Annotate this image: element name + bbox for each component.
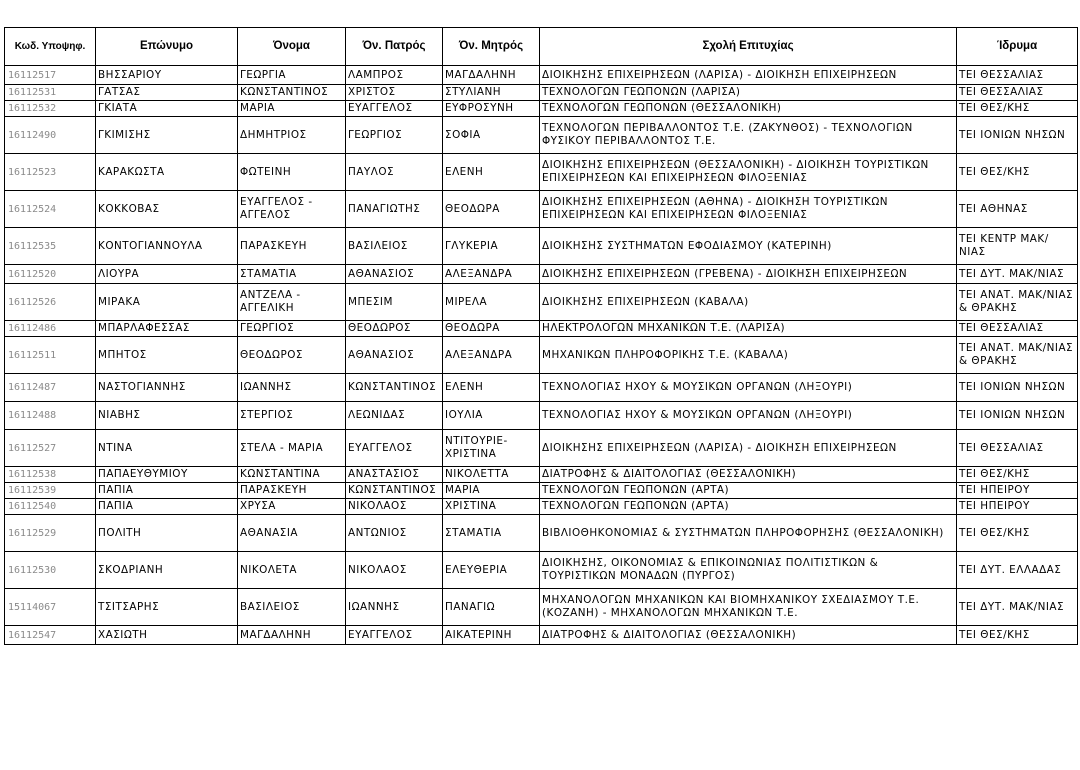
cell-school: ΤΕΧΝΟΛΟΓΩΝ ΓΕΩΠΟΝΩΝ (ΑΡΤΑ) xyxy=(540,499,957,515)
cell-school: ΤΕΧΝΟΛΟΓΩΝ ΓΕΩΠΟΝΩΝ (ΑΡΤΑ) xyxy=(540,483,957,499)
cell-institution: ΤΕΙ ΔΥΤ. ΜΑΚ/ΝΙΑΣ xyxy=(957,265,1078,284)
cell-code: 16112532 xyxy=(5,101,96,117)
cell-institution: ΤΕΙ ΑΘΗΝΑΣ xyxy=(957,191,1078,228)
cell-father: ΙΩΑΝΝΗΣ xyxy=(346,589,443,626)
cell-father: ΑΘΑΝΑΣΙΟΣ xyxy=(346,337,443,374)
table-row xyxy=(5,154,1078,191)
col-header-code: Κωδ. Υποψηφ. xyxy=(5,28,96,66)
cell-code: 16112520 xyxy=(5,265,96,284)
cell-father: ΕΥΑΓΓΕΛΟΣ xyxy=(346,101,443,117)
cell-institution: ΤΕΙ ΘΕΣ/ΚΗΣ xyxy=(957,154,1078,191)
cell-mother: ΑΛΕΞΑΝΔΡΑ xyxy=(443,337,540,374)
cell-name: ΧΡΥΣΑ xyxy=(238,499,346,515)
cell-surname: ΜΠΗΤΟΣ xyxy=(96,337,238,374)
cell-institution: ΤΕΙ ΑΝΑΤ. ΜΑΚ/ΝΙΑΣ & ΘΡΑΚΗΣ xyxy=(957,284,1078,321)
table-row xyxy=(5,515,1078,552)
cell-surname: ΠΟΛΙΤΗ xyxy=(96,515,238,552)
cell-code: 16112511 xyxy=(5,337,96,374)
cell-name: ΜΑΓΔΑΛΗΝΗ xyxy=(238,626,346,645)
cell-surname: ΤΣΙΤΣΑΡΗΣ xyxy=(96,589,238,626)
cell-institution: ΤΕΙ ΗΠΕΙΡΟΥ xyxy=(957,499,1078,515)
cell-code: 16112538 xyxy=(5,467,96,483)
cell-father: ΛΑΜΠΡΟΣ xyxy=(346,66,443,85)
cell-school: ΔΙΟΙΚΗΣΗΣ ΣΥΣΤΗΜΑΤΩΝ ΕΦΟΔΙΑΣΜΟΥ (ΚΑΤΕΡΙΝΗ) xyxy=(540,228,957,265)
cell-school: ΜΗΧΑΝΙΚΩΝ ΠΛΗΡΟΦΟΡΙΚΗΣ Τ.Ε. (ΚΑΒΑΛΑ) xyxy=(540,337,957,374)
cell-code: 16112539 xyxy=(5,483,96,499)
cell-school: ΔΙΑΤΡΟΦΗΣ & ΔΙΑΙΤΟΛΟΓΙΑΣ (ΘΕΣΣΑΛΟΝΙΚΗ) xyxy=(540,626,957,645)
cell-mother: ΠΑΝΑΓΙΩ xyxy=(443,589,540,626)
cell-surname: ΚΟΝΤΟΓΙΑΝΝΟΥΛΑ xyxy=(96,228,238,265)
cell-name: ΣΤΑΜΑΤΙΑ xyxy=(238,265,346,284)
cell-code: 16112547 xyxy=(5,626,96,645)
cell-surname: ΠΑΠΙΑ xyxy=(96,483,238,499)
cell-institution: ΤΕΙ ΔΥΤ. ΜΑΚ/ΝΙΑΣ xyxy=(957,589,1078,626)
cell-mother: ΑΛΕΞΑΝΔΡΑ xyxy=(443,265,540,284)
cell-mother: ΣΤΑΜΑΤΙΑ xyxy=(443,515,540,552)
cell-school: ΤΕΧΝΟΛΟΓΩΝ ΠΕΡΙΒΑΛΛΟΝΤΟΣ Τ.Ε. (ΖΑΚΥΝΘΟΣ) - ΤΕΧΝΟΛΟΓΙΩΝ ΦΥΣΙΚΟΥ ΠΕΡΙΒΑΛΛΟΝΤΟΣ Τ.Ε. xyxy=(540,117,957,154)
cell-surname: ΝΑΣΤΟΓΙΑΝΝΗΣ xyxy=(96,374,238,402)
cell-school: ΔΙΟΙΚΗΣΗΣ, ΟΙΚΟΝΟΜΙΑΣ & ΕΠΙΚΟΙΝΩΝΙΑΣ ΠΟΛΙΤΙΣΤΙΚΩΝ & ΤΟΥΡΙΣΤΙΚΩΝ ΜΟΝΑΔΩΝ (ΠΥΡΓΟΣ) xyxy=(540,552,957,589)
table-row xyxy=(5,626,1078,645)
cell-code: 15114067 xyxy=(5,589,96,626)
cell-institution: ΤΕΙ ΘΕΣ/ΚΗΣ xyxy=(957,515,1078,552)
cell-school: ΔΙΟΙΚΗΣΗΣ ΕΠΙΧΕΙΡΗΣΕΩΝ (ΘΕΣΣΑΛΟΝΙΚΗ) - ΔΙΟΙΚΗΣΗ ΤΟΥΡΙΣΤΙΚΩΝ ΕΠΙΧΕΙΡΗΣΕΩΝ ΚΑΙ ΕΠΙΧΕΙΡΗΣΕΩΝ ΦΙΛΟΞΕΝΙΑΣ xyxy=(540,154,957,191)
cell-father: ΘΕΟΔΩΡΟΣ xyxy=(346,321,443,337)
cell-mother: ΜΑΡΙΑ xyxy=(443,483,540,499)
cell-mother: ΙΟΥΛΙΑ xyxy=(443,402,540,430)
cell-code: 16112540 xyxy=(5,499,96,515)
cell-mother: ΝΤΙΤΟΥΡΙΕ-ΧΡΙΣΤΙΝΑ xyxy=(443,430,540,467)
table-row xyxy=(5,483,1078,499)
cell-code: 16112488 xyxy=(5,402,96,430)
cell-name: ΜΑΡΙΑ xyxy=(238,101,346,117)
table-row xyxy=(5,552,1078,589)
cell-mother: ΕΛΕΥΘΕΡΙΑ xyxy=(443,552,540,589)
cell-name: ΙΩΑΝΝΗΣ xyxy=(238,374,346,402)
cell-mother: ΕΥΦΡΟΣΥΝΗ xyxy=(443,101,540,117)
cell-father: ΕΥΑΓΓΕΛΟΣ xyxy=(346,430,443,467)
table-row xyxy=(5,402,1078,430)
cell-institution: ΤΕΙ ΑΝΑΤ. ΜΑΚ/ΝΙΑΣ & ΘΡΑΚΗΣ xyxy=(957,337,1078,374)
cell-name: ΔΗΜΗΤΡΙΟΣ xyxy=(238,117,346,154)
table-row xyxy=(5,430,1078,467)
cell-name: ΑΝΤΖΕΛΑ - ΑΓΓΕΛΙΚΗ xyxy=(238,284,346,321)
cell-father: ΒΑΣΙΛΕΙΟΣ xyxy=(346,228,443,265)
cell-institution: ΤΕΙ ΘΕΣΣΑΛΙΑΣ xyxy=(957,85,1078,101)
table-row xyxy=(5,499,1078,515)
cell-name: ΦΩΤΕΙΝΗ xyxy=(238,154,346,191)
cell-name: ΚΩΝΣΤΑΝΤΙΝΑ xyxy=(238,467,346,483)
cell-code: 16112487 xyxy=(5,374,96,402)
cell-father: ΠΑΝΑΓΙΩΤΗΣ xyxy=(346,191,443,228)
cell-code: 16112523 xyxy=(5,154,96,191)
table-row xyxy=(5,66,1078,85)
cell-father: ΓΕΩΡΓΙΟΣ xyxy=(346,117,443,154)
cell-institution: ΤΕΙ ΘΕΣ/ΚΗΣ xyxy=(957,467,1078,483)
cell-father: ΕΥΑΓΓΕΛΟΣ xyxy=(346,626,443,645)
cell-name: ΝΙΚΟΛΕΤΑ xyxy=(238,552,346,589)
cell-father: ΚΩΝΣΤΑΝΤΙΝΟΣ xyxy=(346,483,443,499)
cell-surname: ΜΠΑΡΛΑΦΕΣΣΑΣ xyxy=(96,321,238,337)
cell-institution: ΤΕΙ ΚΕΝΤΡ ΜΑΚ/ΝΙΑΣ xyxy=(957,228,1078,265)
cell-name: ΣΤΕΛΑ - ΜΑΡΙΑ xyxy=(238,430,346,467)
results-table xyxy=(4,27,1078,645)
cell-name: ΘΕΟΔΩΡΟΣ xyxy=(238,337,346,374)
cell-school: ΒΙΒΛΙΟΘΗΚΟΝΟΜΙΑΣ & ΣΥΣΤΗΜΑΤΩΝ ΠΛΗΡΟΦΟΡΗΣΗΣ (ΘΕΣΣΑΛΟΝΙΚΗ) xyxy=(540,515,957,552)
cell-name: ΕΥΑΓΓΕΛΟΣ - ΑΓΓΕΛΟΣ xyxy=(238,191,346,228)
cell-institution: ΤΕΙ ΙΟΝΙΩΝ ΝΗΣΩΝ xyxy=(957,117,1078,154)
cell-mother: ΑΙΚΑΤΕΡΙΝΗ xyxy=(443,626,540,645)
cell-father: ΠΑΥΛΟΣ xyxy=(346,154,443,191)
cell-mother: ΣΤΥΛΙΑΝΗ xyxy=(443,85,540,101)
cell-father: ΧΡΙΣΤΟΣ xyxy=(346,85,443,101)
cell-school: ΔΙΟΙΚΗΣΗΣ ΕΠΙΧΕΙΡΗΣΕΩΝ (ΛΑΡΙΣΑ) - ΔΙΟΙΚΗΣΗ ΕΠΙΧΕΙΡΗΣΕΩΝ xyxy=(540,430,957,467)
col-header-school: Σχολή Επιτυχίας xyxy=(540,28,957,66)
cell-name: ΓΕΩΡΓΙΟΣ xyxy=(238,321,346,337)
cell-name: ΑΘΑΝΑΣΙΑ xyxy=(238,515,346,552)
cell-father: ΚΩΝΣΤΑΝΤΙΝΟΣ xyxy=(346,374,443,402)
col-header-father: Όν. Πατρός xyxy=(346,28,443,66)
cell-mother: ΓΛΥΚΕΡΙΑ xyxy=(443,228,540,265)
cell-name: ΠΑΡΑΣΚΕΥΗ xyxy=(238,228,346,265)
cell-school: ΤΕΧΝΟΛΟΓΙΑΣ ΗΧΟΥ & ΜΟΥΣΙΚΩΝ ΟΡΓΑΝΩΝ (ΛΗΞΟΥΡΙ) xyxy=(540,374,957,402)
cell-surname: ΚΑΡΑΚΩΣΤΑ xyxy=(96,154,238,191)
cell-school: ΗΛΕΚΤΡΟΛΟΓΩΝ ΜΗΧΑΝΙΚΩΝ Τ.Ε. (ΛΑΡΙΣΑ) xyxy=(540,321,957,337)
cell-father: ΑΝΑΣΤΑΣΙΟΣ xyxy=(346,467,443,483)
cell-mother: ΣΟΦΙΑ xyxy=(443,117,540,154)
cell-name: ΒΑΣΙΛΕΙΟΣ xyxy=(238,589,346,626)
cell-institution: ΤΕΙ ΘΕΣΣΑΛΙΑΣ xyxy=(957,66,1078,85)
cell-name: ΣΤΕΡΓΙΟΣ xyxy=(238,402,346,430)
cell-school: ΔΙΟΙΚΗΣΗΣ ΕΠΙΧΕΙΡΗΣΕΩΝ (ΚΑΒΑΛΑ) xyxy=(540,284,957,321)
table-row xyxy=(5,228,1078,265)
cell-surname: ΠΑΠΙΑ xyxy=(96,499,238,515)
cell-institution: ΤΕΙ ΘΕΣΣΑΛΙΑΣ xyxy=(957,321,1078,337)
cell-institution: ΤΕΙ ΘΕΣ/ΚΗΣ xyxy=(957,626,1078,645)
cell-school: ΤΕΧΝΟΛΟΓΙΑΣ ΗΧΟΥ & ΜΟΥΣΙΚΩΝ ΟΡΓΑΝΩΝ (ΛΗΞΟΥΡΙ) xyxy=(540,402,957,430)
cell-mother: ΘΕΟΔΩΡΑ xyxy=(443,321,540,337)
cell-mother: ΕΛΕΝΗ xyxy=(443,374,540,402)
cell-surname: ΝΙΑΒΗΣ xyxy=(96,402,238,430)
cell-school: ΤΕΧΝΟΛΟΓΩΝ ΓΕΩΠΟΝΩΝ (ΛΑΡΙΣΑ) xyxy=(540,85,957,101)
cell-mother: ΧΡΙΣΤΙΝΑ xyxy=(443,499,540,515)
cell-code: 16112486 xyxy=(5,321,96,337)
table-row xyxy=(5,85,1078,101)
table-row xyxy=(5,467,1078,483)
cell-surname: ΚΟΚΚΟΒΑΣ xyxy=(96,191,238,228)
cell-code: 16112527 xyxy=(5,430,96,467)
cell-institution: ΤΕΙ ΔΥΤ. ΕΛΛΑΔΑΣ xyxy=(957,552,1078,589)
table-row xyxy=(5,117,1078,154)
cell-surname: ΝΤΙΝΑ xyxy=(96,430,238,467)
cell-school: ΔΙΟΙΚΗΣΗΣ ΕΠΙΧΕΙΡΗΣΕΩΝ (ΛΑΡΙΣΑ) - ΔΙΟΙΚΗΣΗ ΕΠΙΧΕΙΡΗΣΕΩΝ xyxy=(540,66,957,85)
cell-code: 16112530 xyxy=(5,552,96,589)
col-header-institution: Ίδρυμα xyxy=(957,28,1078,66)
table-row xyxy=(5,191,1078,228)
cell-father: ΑΝΤΩΝΙΟΣ xyxy=(346,515,443,552)
table-row xyxy=(5,337,1078,374)
cell-institution: ΤΕΙ ΙΟΝΙΩΝ ΝΗΣΩΝ xyxy=(957,402,1078,430)
cell-father: ΑΘΑΝΑΣΙΟΣ xyxy=(346,265,443,284)
cell-mother: ΜΙΡΕΛΑ xyxy=(443,284,540,321)
cell-surname: ΠΑΠΑΕΥΘΥΜΙΟΥ xyxy=(96,467,238,483)
cell-name: ΠΑΡΑΣΚΕΥΗ xyxy=(238,483,346,499)
col-header-mother: Όν. Μητρός xyxy=(443,28,540,66)
cell-father: ΜΠΕΣΙΜ xyxy=(346,284,443,321)
cell-school: ΤΕΧΝΟΛΟΓΩΝ ΓΕΩΠΟΝΩΝ (ΘΕΣΣΑΛΟΝΙΚΗ) xyxy=(540,101,957,117)
table-row xyxy=(5,265,1078,284)
cell-mother: ΕΛΕΝΗ xyxy=(443,154,540,191)
cell-code: 16112529 xyxy=(5,515,96,552)
cell-school: ΜΗΧΑΝΟΛΟΓΩΝ ΜΗΧΑΝΙΚΩΝ ΚΑΙ ΒΙΟΜΗΧΑΝΙΚΟΥ ΣΧΕΔΙΑΣΜΟΥ Τ.Ε. (ΚΟΖΑΝΗ) - ΜΗΧΑΝΟΛΟΓΩΝ ΜΗΧΑΝΙΚΩΝ Τ.Ε. xyxy=(540,589,957,626)
table-row xyxy=(5,101,1078,117)
cell-code: 16112526 xyxy=(5,284,96,321)
table-row xyxy=(5,321,1078,337)
cell-institution: ΤΕΙ ΗΠΕΙΡΟΥ xyxy=(957,483,1078,499)
cell-father: ΝΙΚΟΛΑΟΣ xyxy=(346,552,443,589)
table-header-row xyxy=(5,28,1078,66)
cell-father: ΝΙΚΟΛΑΟΣ xyxy=(346,499,443,515)
cell-school: ΔΙΟΙΚΗΣΗΣ ΕΠΙΧΕΙΡΗΣΕΩΝ (ΑΘΗΝΑ) - ΔΙΟΙΚΗΣΗ ΤΟΥΡΙΣΤΙΚΩΝ ΕΠΙΧΕΙΡΗΣΕΩΝ ΚΑΙ ΕΠΙΧΕΙΡΗΣΕΩΝ ΦΙΛΟΞΕΝΙΑΣ xyxy=(540,191,957,228)
cell-surname: ΛΙΟΥΡΑ xyxy=(96,265,238,284)
cell-institution: ΤΕΙ ΘΕΣΣΑΛΙΑΣ xyxy=(957,430,1078,467)
cell-school: ΔΙΑΤΡΟΦΗΣ & ΔΙΑΙΤΟΛΟΓΙΑΣ (ΘΕΣΣΑΛΟΝΙΚΗ) xyxy=(540,467,957,483)
cell-institution: ΤΕΙ ΙΟΝΙΩΝ ΝΗΣΩΝ xyxy=(957,374,1078,402)
table-row xyxy=(5,284,1078,321)
col-header-name: Όνομα xyxy=(238,28,346,66)
cell-code: 16112517 xyxy=(5,66,96,85)
cell-name: ΚΩΝΣΤΑΝΤΙΝΟΣ xyxy=(238,85,346,101)
cell-code: 16112524 xyxy=(5,191,96,228)
cell-mother: ΘΕΟΔΩΡΑ xyxy=(443,191,540,228)
cell-surname: ΜΙΡΑΚΑ xyxy=(96,284,238,321)
cell-code: 16112531 xyxy=(5,85,96,101)
cell-name: ΓΕΩΡΓΙΑ xyxy=(238,66,346,85)
cell-institution: ΤΕΙ ΘΕΣ/ΚΗΣ xyxy=(957,101,1078,117)
cell-code: 16112490 xyxy=(5,117,96,154)
cell-surname: ΧΑΣΙΩΤΗ xyxy=(96,626,238,645)
col-header-surname: Επώνυμο xyxy=(96,28,238,66)
cell-school: ΔΙΟΙΚΗΣΗΣ ΕΠΙΧΕΙΡΗΣΕΩΝ (ΓΡΕΒΕΝΑ) - ΔΙΟΙΚΗΣΗ ΕΠΙΧΕΙΡΗΣΕΩΝ xyxy=(540,265,957,284)
cell-surname: ΓΚΙΑΤΑ xyxy=(96,101,238,117)
cell-surname: ΣΚΟΔΡΙΑΝΗ xyxy=(96,552,238,589)
table-row xyxy=(5,589,1078,626)
cell-surname: ΓΚΙΜΙΣΗΣ xyxy=(96,117,238,154)
table-row xyxy=(5,374,1078,402)
cell-mother: ΝΙΚΟΛΕΤΤΑ xyxy=(443,467,540,483)
cell-code: 16112535 xyxy=(5,228,96,265)
cell-surname: ΓΑΤΣΑΣ xyxy=(96,85,238,101)
cell-surname: ΒΗΣΣΑΡΙΟΥ xyxy=(96,66,238,85)
cell-father: ΛΕΩΝΙΔΑΣ xyxy=(346,402,443,430)
cell-mother: ΜΑΓΔΑΛΗΝΗ xyxy=(443,66,540,85)
